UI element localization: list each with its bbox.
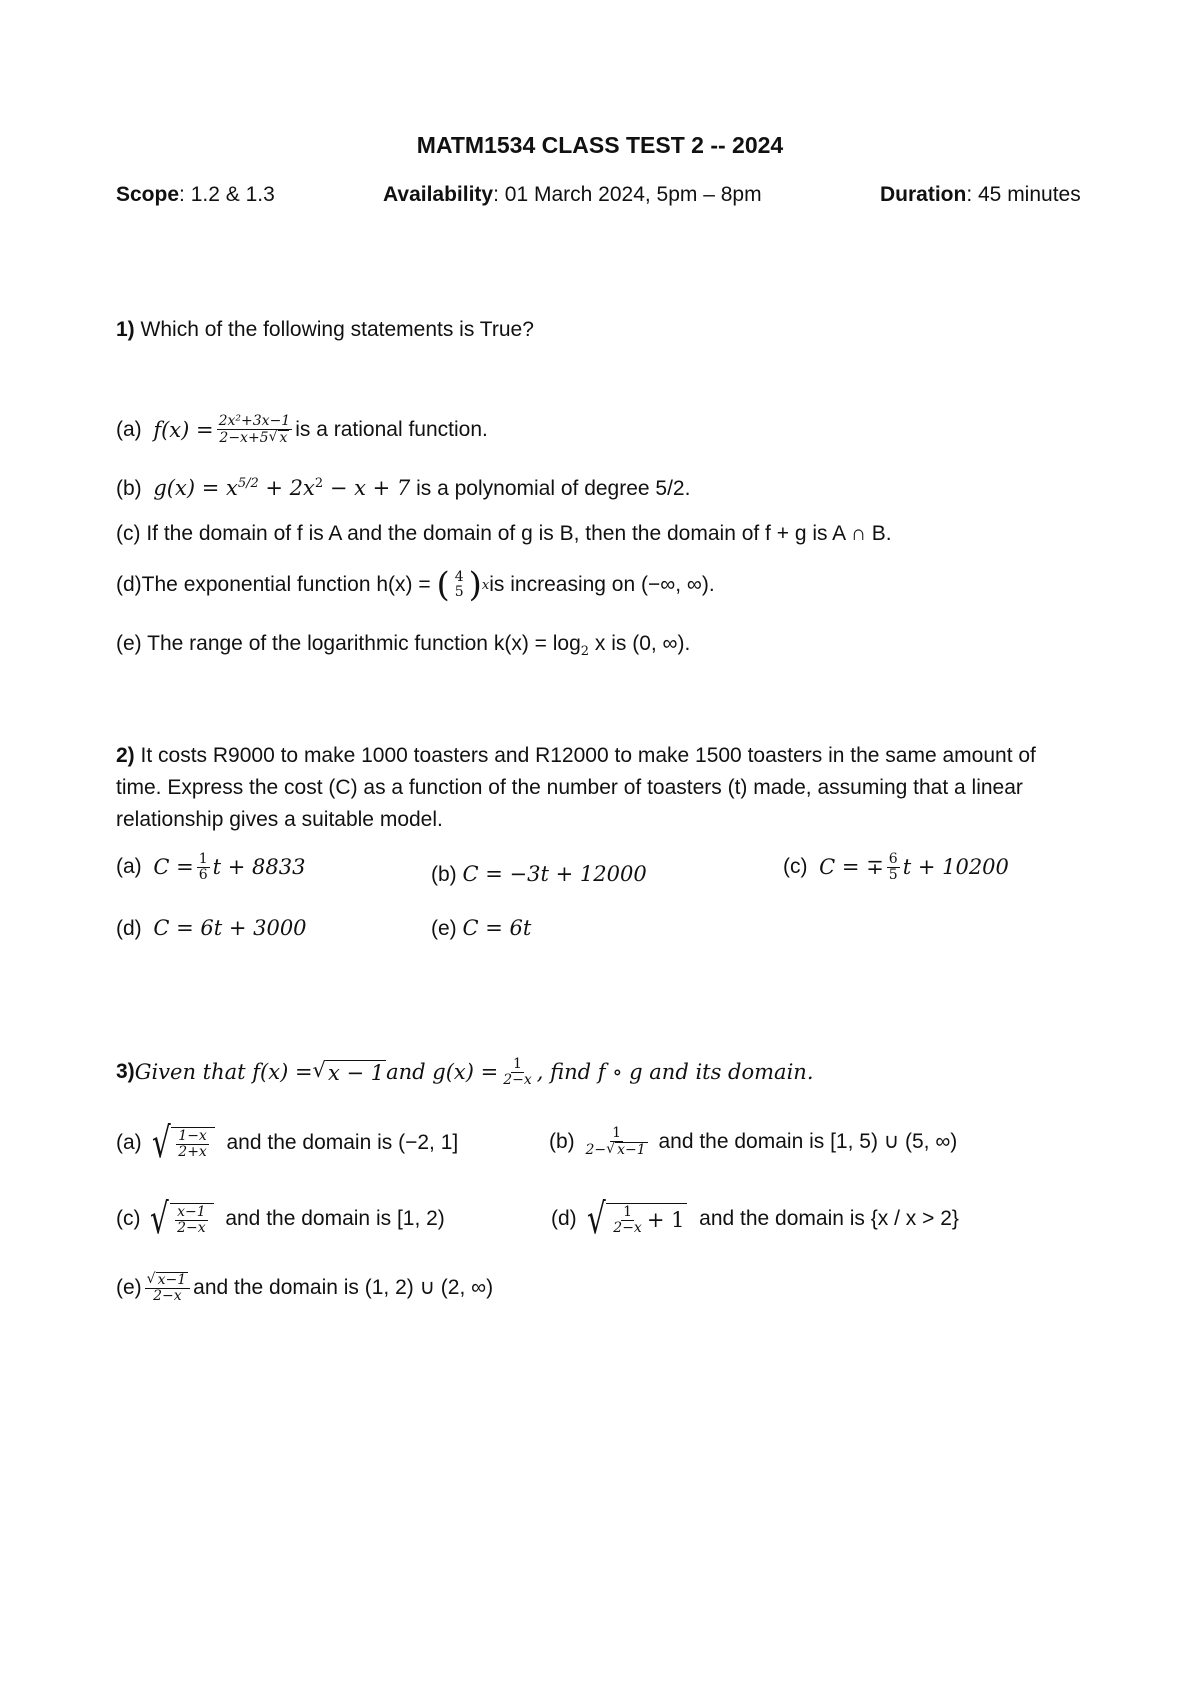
q3-option-b: (b) 1 2− √ x−1 and the domain is [1, 5) ∪ (5, ∞) <box>549 1125 958 1158</box>
option-label: (d) <box>116 573 142 596</box>
q2-option-a: (a) C = $\frac{1}{6}$ t + 8833 <box>116 851 306 883</box>
numerator: 2x²+3x−1 <box>218 413 291 429</box>
question-1 <box>116 318 534 342</box>
question-3: 3) Given that f(x) = √ x − 1 and g(x) = $\frac{1}{2-x}$ , find f ∘ g and its domain. <box>116 1056 814 1088</box>
q3-option-d: (d) √ $\frac{1}{2-x}$ + 1 and the domain is {x / x > 2} <box>551 1194 959 1243</box>
option-label: (c) <box>116 522 141 545</box>
q2-option-e: (e) C = 6t <box>431 916 532 940</box>
question-text: time. Express the cost (C) as a function of the number of toasters (t) made, assuming that a linear <box>116 776 1023 799</box>
option-label: (e) <box>116 632 142 655</box>
availability-label: Availability <box>383 183 494 206</box>
option-text: is a rational function. <box>295 417 488 441</box>
question-text: It costs R9000 to make 1000 toasters and R12000 to make 1500 toasters in the same amount of <box>134 744 1036 767</box>
option-text: If the domain of f is A and the domain of g is B, then the domain of f + g is A ∩ B. <box>140 522 892 545</box>
duration-value: : 45 minutes <box>966 183 1081 206</box>
question-number: 1) <box>116 318 135 341</box>
option-text: The exponential function h(x) = <box>141 573 431 596</box>
page-title: MATM1534 CLASS TEST 2 -- 2024 <box>416 132 784 158</box>
q2-option-b: (b) C = −3t + 12000 <box>431 862 647 886</box>
function-f: f(x) = <box>153 417 214 442</box>
duration-label: Duration <box>880 183 967 206</box>
q1-option-b: (b) $g(x) = x^{5/2} + 2x^2 - x + 7$ is a polynomial of degree 5/2. <box>116 476 691 500</box>
question-text: Which of the following statements is True? <box>134 318 534 341</box>
q3-option-e: (e) √ x−1 2−x and the domain is (1, 2) ∪ (2, ∞) <box>116 1271 494 1304</box>
question-number: 3) <box>116 1060 135 1084</box>
question-number: 2) <box>116 744 135 767</box>
q1-option-c <box>116 522 892 546</box>
option-text: The range of the logarithmic function k(x) = log <box>141 632 581 655</box>
option-label: (a) <box>116 417 142 441</box>
q2-option-c: (c) C = ∓ $\frac{6}{5}$ t + 10200 <box>783 851 1009 883</box>
scope-label: Scope <box>116 183 180 206</box>
availability-info <box>383 183 762 207</box>
q3-option-c: (c) √ $\frac{x-1}{2-x}$ and the domain is [1, 2) <box>116 1194 445 1243</box>
q3-option-a: (a) √ $\frac{1-x}{2+x}$ and the domain is (−2, 1] <box>116 1118 459 1167</box>
option-label: (b) <box>116 477 142 500</box>
duration-info <box>880 183 1081 207</box>
q1-option-e: (e) The range of the logarithmic function $k(x) = \log_2 x$ is (0, ∞). <box>116 632 691 660</box>
scope-value: : 1.2 & 1.3 <box>179 183 275 206</box>
q2-option-d: (d) C = 6t + 3000 <box>116 916 307 940</box>
question-text: relationship gives a suitable model. <box>116 808 443 831</box>
denominator: 2−x+5 √ x <box>219 428 288 446</box>
q1-option-d: (d) The exponential function h(x) = ( 4 5 ) x is increasing on (−∞, ∞). <box>116 565 715 605</box>
availability-value: : 01 March 2024, 5pm – 8pm <box>493 183 762 206</box>
scope-info <box>116 183 275 207</box>
fraction <box>217 414 293 445</box>
question-2 <box>116 740 1036 836</box>
q1-option-a <box>116 414 488 445</box>
